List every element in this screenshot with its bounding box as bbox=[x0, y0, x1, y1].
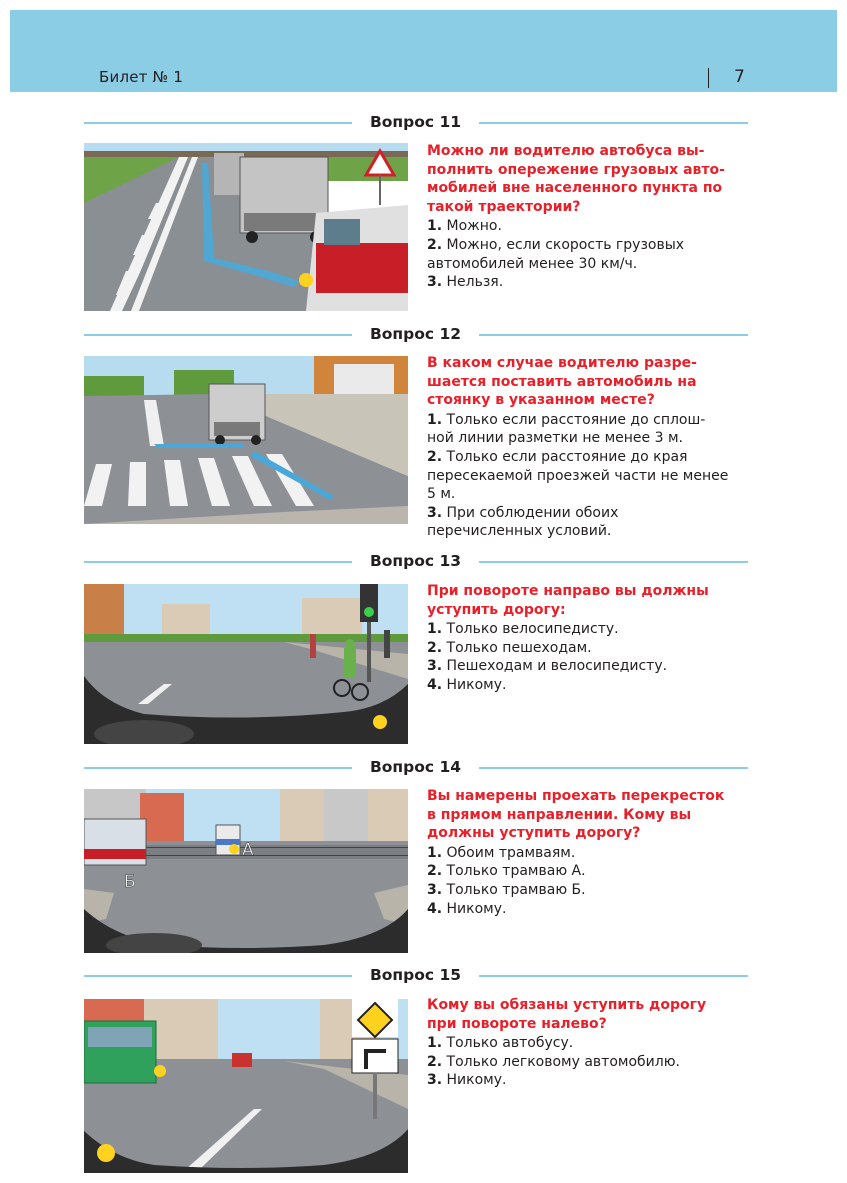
question-13-heading bbox=[84, 551, 748, 571]
answer-number: 3. bbox=[427, 1072, 443, 1089]
answer-number: 2. bbox=[427, 639, 443, 656]
intersection-right-turn-scene bbox=[84, 584, 408, 744]
heading-rule bbox=[479, 561, 748, 563]
question-12-picture bbox=[84, 356, 408, 524]
answer-option-3[interactable] bbox=[427, 273, 757, 292]
answer-text: Только автобусу. bbox=[446, 1035, 574, 1052]
question-13-picture bbox=[84, 584, 408, 744]
question-12-prompt bbox=[427, 354, 757, 410]
page-number: 7 bbox=[734, 67, 745, 87]
prompt-line: Вы намерены проехать перекресток bbox=[427, 788, 725, 804]
answer-text: ной линии разметки не менее 3 м. bbox=[427, 430, 683, 447]
heading-rule bbox=[479, 334, 748, 336]
answer-text: 5 м. bbox=[427, 486, 456, 503]
answer-number: 3. bbox=[427, 881, 443, 898]
answer-option-3[interactable] bbox=[427, 657, 757, 676]
prompt-line: В каком случае водителю разре- bbox=[427, 355, 697, 371]
answer-option-2[interactable] bbox=[427, 236, 757, 273]
question-11-prompt bbox=[427, 142, 757, 216]
answer-option-1[interactable] bbox=[427, 411, 757, 448]
answer-text: Только велосипедисту. bbox=[446, 621, 619, 638]
answer-text: Только легковому автомобилю. bbox=[446, 1053, 680, 1070]
heading-rule bbox=[84, 561, 352, 563]
heading-title: Вопрос 14 bbox=[369, 758, 462, 776]
answer-option-2[interactable] bbox=[427, 639, 757, 658]
answer-number: 2. bbox=[427, 1053, 443, 1070]
answer-option-1[interactable] bbox=[427, 1034, 757, 1053]
heading-rule bbox=[479, 975, 748, 977]
question-15-picture bbox=[84, 999, 408, 1173]
prompt-line: шается поставить автомобиль на bbox=[427, 373, 697, 390]
answer-text: Только пешеходам. bbox=[446, 639, 592, 656]
answer-text: Никому. bbox=[446, 676, 507, 693]
answer-text: При соблюдении обоих bbox=[446, 504, 619, 521]
answer-text: Можно, если скорость грузовых bbox=[446, 236, 685, 253]
answer-text: Только если расстояние до сплош- bbox=[446, 411, 706, 428]
ticket-title: Билет № 1 bbox=[99, 68, 184, 86]
question-14-text bbox=[427, 787, 757, 918]
answer-number: 2. bbox=[427, 236, 443, 253]
answer-text: Обоим трамваям. bbox=[446, 844, 576, 861]
pedestrian-crossing-parking-scene bbox=[84, 356, 408, 524]
answer-text: Нельзя. bbox=[446, 274, 504, 291]
heading-title: Вопрос 15 bbox=[369, 966, 462, 984]
prompt-line: стоянку в указанном месте? bbox=[427, 392, 655, 409]
question-14-heading bbox=[84, 757, 748, 777]
left-turn-main-road-scene bbox=[84, 999, 408, 1173]
answer-number: 1. bbox=[427, 218, 443, 235]
answer-option-1[interactable] bbox=[427, 620, 757, 639]
answer-text: Только трамваю Б. bbox=[446, 881, 586, 898]
prompt-line: мобилей вне населенного пункта по bbox=[427, 180, 723, 197]
prompt-line: при повороте налево? bbox=[427, 1015, 607, 1032]
answer-number: 3. bbox=[427, 658, 443, 675]
answer-text: Никому. bbox=[446, 900, 507, 917]
answer-text: перечисленных условий. bbox=[427, 523, 612, 540]
prompt-line: Можно ли водителю автобуса вы- bbox=[427, 143, 705, 159]
answer-option-4[interactable] bbox=[427, 676, 757, 695]
heading-rule bbox=[479, 122, 748, 124]
question-11-heading bbox=[84, 112, 748, 132]
prompt-line: в прямом направлении. Кому вы bbox=[427, 806, 692, 823]
answer-option-2[interactable] bbox=[427, 448, 757, 504]
question-15-text bbox=[427, 996, 757, 1090]
answer-number: 4. bbox=[427, 676, 443, 693]
question-15-prompt bbox=[427, 996, 757, 1033]
answer-text: Только если расстояние до края bbox=[446, 448, 688, 465]
answer-text: Только трамваю А. bbox=[446, 863, 586, 880]
answer-option-3[interactable] bbox=[427, 504, 757, 541]
answer-number: 1. bbox=[427, 844, 443, 861]
question-13-prompt bbox=[427, 582, 757, 619]
answer-number: 3. bbox=[427, 504, 443, 521]
answer-option-3[interactable] bbox=[427, 1071, 757, 1090]
answer-text: пересекаемой проезжей части не менее bbox=[427, 467, 729, 484]
answer-text: автомобилей менее 30 км/ч. bbox=[427, 255, 638, 272]
tram-b-label: Б bbox=[124, 872, 136, 892]
question-11-picture bbox=[84, 143, 408, 311]
question-11-text bbox=[427, 142, 757, 292]
answer-number: 2. bbox=[427, 863, 443, 880]
prompt-line: уступить дорогу: bbox=[427, 601, 566, 618]
answer-option-1[interactable] bbox=[427, 217, 757, 236]
heading-rule bbox=[84, 122, 352, 124]
question-14-picture bbox=[84, 789, 408, 953]
heading-rule bbox=[84, 767, 352, 769]
question-15-heading bbox=[84, 965, 748, 985]
answer-number: 1. bbox=[427, 411, 443, 428]
answer-option-3[interactable] bbox=[427, 881, 757, 900]
tram-intersection-scene bbox=[84, 789, 408, 953]
answer-option-2[interactable] bbox=[427, 1053, 757, 1072]
answer-option-2[interactable] bbox=[427, 862, 757, 881]
answer-text: Можно. bbox=[446, 218, 502, 235]
answer-text: Пешеходам и велосипедисту. bbox=[446, 658, 668, 675]
prompt-line: должны уступить дорогу? bbox=[427, 825, 641, 842]
answer-number: 3. bbox=[427, 274, 443, 291]
prompt-line: такой траектории? bbox=[427, 198, 581, 215]
tram-a-label: А bbox=[242, 840, 254, 860]
answer-number: 1. bbox=[427, 621, 443, 638]
heading-title: Вопрос 12 bbox=[369, 325, 462, 343]
answer-option-1[interactable] bbox=[427, 844, 757, 863]
question-12-heading bbox=[84, 324, 748, 344]
question-12-text bbox=[427, 354, 757, 541]
country-road-overtake-scene bbox=[84, 143, 408, 311]
answer-number: 4. bbox=[427, 900, 443, 917]
question-13-text bbox=[427, 582, 757, 695]
prompt-line: полнить опережение грузовых авто- bbox=[427, 161, 725, 178]
answer-number: 1. bbox=[427, 1035, 443, 1052]
heading-rule bbox=[84, 975, 352, 977]
heading-title: Вопрос 11 bbox=[369, 113, 462, 131]
answer-number: 2. bbox=[427, 448, 443, 465]
heading-rule bbox=[479, 767, 748, 769]
heading-title: Вопрос 13 bbox=[369, 552, 462, 570]
header-separator bbox=[708, 68, 709, 88]
answer-option-4[interactable] bbox=[427, 900, 757, 919]
prompt-line: Кому вы обязаны уступить дорогу bbox=[427, 997, 707, 1013]
question-14-prompt bbox=[427, 787, 757, 843]
answer-text: Никому. bbox=[446, 1072, 507, 1089]
heading-rule bbox=[84, 334, 352, 336]
prompt-line: При повороте направо вы должны bbox=[427, 583, 709, 599]
